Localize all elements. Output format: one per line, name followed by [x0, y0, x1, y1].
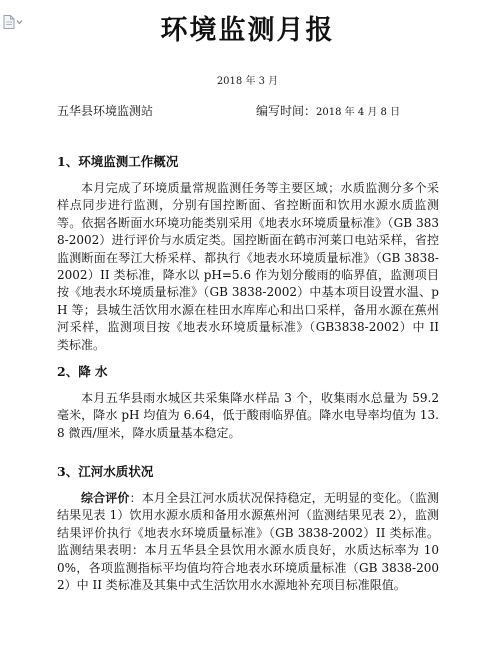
organization-name: 五华县环境监测站 [57, 104, 154, 118]
section-body-1: 本月完成了环境质量常规监测任务等主要区域；水质监测分多个采样点同步进行监测，分别有国控断面、省控断面和饮用水源水质监测等。依据各断面水环境功能类别采用《地表水环境质量标准》（GB 3838-2002）进行评价与水质定类。国控断面在鹤市河莱口电站采样，省控监测断面在琴江大桥采样、都执行《地表水环境质量标准》（GB 3838-2002）II 类标准，降水以 pH=5.6 作为划分酸雨的临界值，监测项目按《地表水环境质量标准》（GB 3838-2002）中基本项目设置水温、pH 等；县城生活饮用水源在桂田水库库心和出口采样，备用水源在蕉州河采样，监测项目按《地表水环境质量标准》（GB3838-2002）中 II 类标准。 [57, 181, 439, 352]
section-heading-3: 3、江河水质状况 [57, 464, 154, 479]
section-body-3 [57, 490, 439, 594]
section-heading-1: 1、环境监测工作概况 [57, 154, 179, 169]
section-heading-2: 2、降 水 [57, 364, 108, 379]
section-body-2: 本月五华县雨水城区共采集降水样品 3 个，收集雨水总量为 59.2 毫米，降水 pH 均值为 6.64，低于酸雨临界值。降水电导率均值为 13.8 微西/厘米，降水质量基本稳定。 [57, 391, 439, 440]
page-title: 环境监测月报 [160, 15, 335, 46]
compile-time [256, 102, 400, 119]
compile-time-value: 2018 年 4 月 8 日 [316, 107, 401, 118]
assessment-lead: 综合评价 [81, 491, 130, 505]
report-month: 2018 年 3 月 [216, 76, 279, 87]
assessment-text: ：本月全县江河水质状况保持稳定，无明显的变化。（监测结果见表 1）饮用水源水质和备用水源蕉州河（监测结果见表 2），监测结果评价执行《地表水环境质量标准》（GB 3838-2002）II 类标准。监测结果表明：本月五华县全县饮用水源水质良好，水质达标率为 100%，各项监测指标平均值均符合地表水环境质量标准（GB 3838-2002）中 II 类标准及其集中式生活饮用水水源地补充项目标准限值。 [57, 491, 439, 593]
compile-time-label: 编写时间： [256, 104, 317, 118]
